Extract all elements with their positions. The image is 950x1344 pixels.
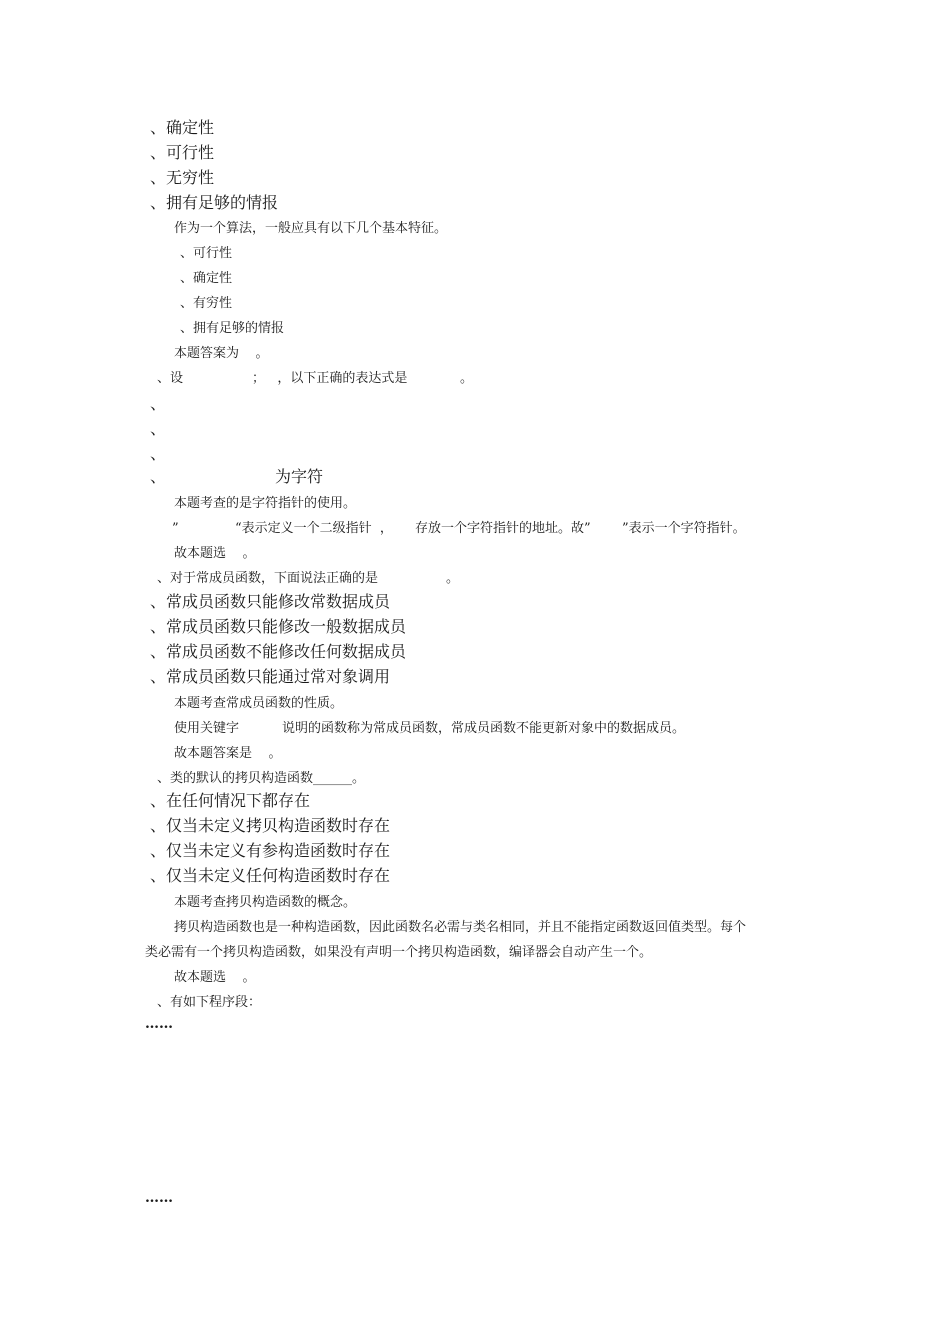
pointer-option-1: 、 bbox=[150, 394, 167, 413]
prev-option-4: 、拥有足够的情报 bbox=[150, 193, 279, 212]
copy-exp-1: 本题考查拷贝构造函数的概念。 bbox=[174, 895, 357, 910]
copy-exp-2-line1: 拷贝构造函数也是一种构造函数，因此函数名必需与类名相同，并且不能指定函数返回值类型。每个 bbox=[174, 920, 747, 935]
pointer-option-4: 、 bbox=[150, 467, 167, 486]
copy-stem: 、类的默认的拷贝构造函数______。 bbox=[157, 771, 366, 786]
prev-option-2: 、可行性 bbox=[150, 143, 215, 162]
pointer-stem-c: 。 bbox=[460, 371, 474, 386]
pointer-stem-a: 、设 bbox=[157, 371, 184, 386]
algo-answer: 本题答案为 。 bbox=[174, 346, 269, 361]
pointer-answer: 故本题选 。 bbox=[174, 546, 256, 561]
copy-option-4: 、仅当未定义任何构造函数时存在 bbox=[150, 866, 391, 885]
const-option-3: 、常成员函数不能修改任何数据成员 bbox=[150, 642, 407, 661]
pointer-option-3: 、 bbox=[150, 444, 167, 463]
pointer-exp-2c: 存放一个字符指针的地址。故” bbox=[415, 521, 591, 536]
copy-answer: 故本题选 。 bbox=[174, 970, 256, 985]
pointer-exp-2a: ” bbox=[172, 521, 179, 536]
algo-option-4: 、拥有足够的情报 bbox=[180, 321, 285, 336]
const-option-1: 、常成员函数只能修改常数据成员 bbox=[150, 592, 391, 611]
prev-option-1: 、确定性 bbox=[150, 118, 215, 137]
const-exp-2b: 说明的函数称为常成员函数，常成员函数不能更新对象中的数据成员。 bbox=[282, 721, 686, 736]
prog-stem: 、有如下程序段： bbox=[157, 995, 262, 1010]
prog-ellipsis-bottom: …… bbox=[145, 1190, 173, 1206]
const-stem-b: 。 bbox=[446, 571, 460, 586]
pointer-stem-b: ； ，以下正确的表达式是 bbox=[252, 371, 408, 386]
algo-option-1: 、可行性 bbox=[180, 246, 233, 261]
const-answer: 故本题答案是 。 bbox=[174, 746, 282, 761]
prog-ellipsis-top: …… bbox=[145, 1016, 173, 1032]
algo-stem: 作为一个算法，一般应具有以下几个基本特征。 bbox=[174, 221, 448, 236]
pointer-exp-2b: “表示定义一个二级指针 ， bbox=[235, 521, 393, 536]
copy-option-1: 、在任何情况下都存在 bbox=[150, 791, 311, 810]
prev-option-3: 、无穷性 bbox=[150, 168, 215, 187]
const-exp-1: 本题考查常成员函数的性质。 bbox=[174, 696, 344, 711]
algo-option-2: 、确定性 bbox=[180, 271, 233, 286]
pointer-option-4-tail: 为字符 bbox=[275, 467, 324, 486]
pointer-option-2: 、 bbox=[150, 419, 167, 438]
algo-option-3: 、有穷性 bbox=[180, 296, 233, 311]
const-stem-a: 、对于常成员函数，下面说法正确的是 bbox=[157, 571, 379, 586]
const-exp-2a: 使用关键字 bbox=[174, 721, 240, 736]
pointer-exp-1: 本题考查的是字符指针的使用。 bbox=[174, 496, 357, 511]
const-option-2: 、常成员函数只能修改一般数据成员 bbox=[150, 617, 407, 636]
copy-option-3: 、仅当未定义有参构造函数时存在 bbox=[150, 841, 391, 860]
const-option-4: 、常成员函数只能通过常对象调用 bbox=[150, 667, 391, 686]
copy-exp-2-line2: 类必需有一个拷贝构造函数，如果没有声明一个拷贝构造函数，编译器会自动产生一个。 bbox=[145, 945, 653, 960]
pointer-exp-2d: ”表示一个字符指针。 bbox=[622, 521, 746, 536]
copy-option-2: 、仅当未定义拷贝构造函数时存在 bbox=[150, 816, 391, 835]
